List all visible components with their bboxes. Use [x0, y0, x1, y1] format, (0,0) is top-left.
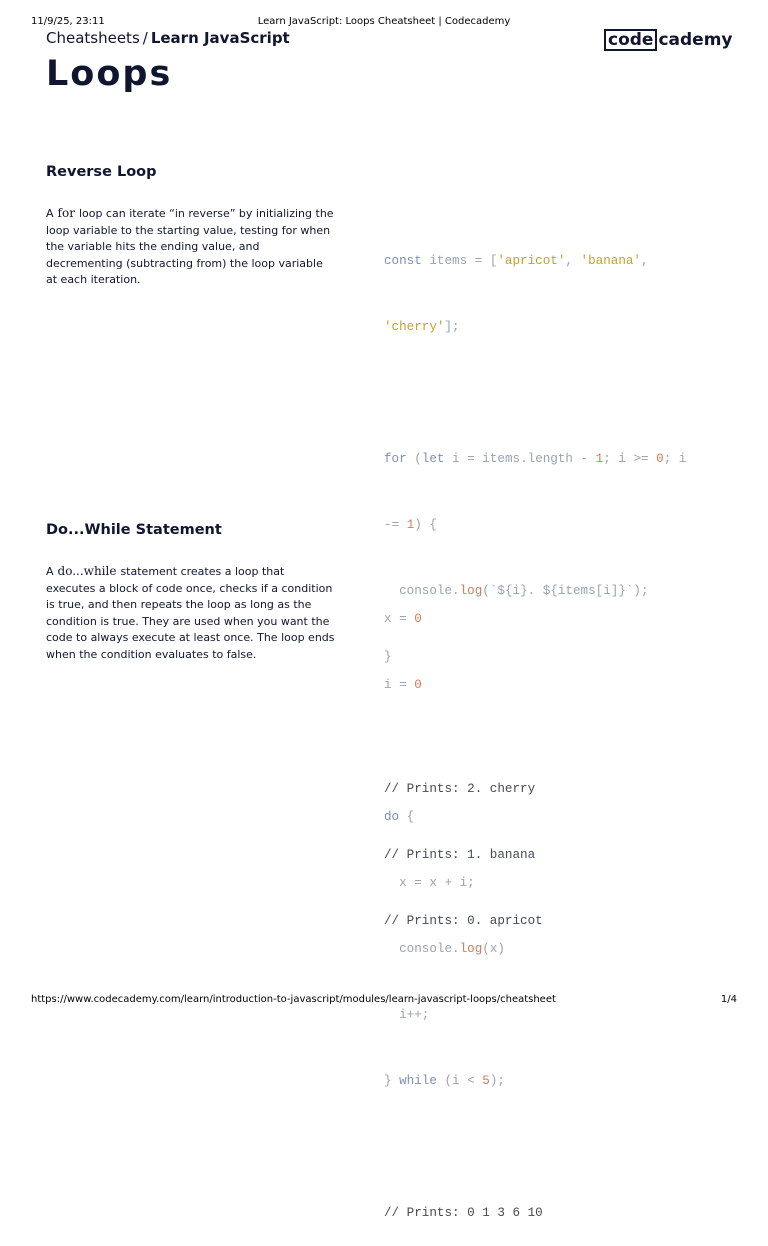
- code-line: -= 1) {: [384, 518, 437, 532]
- section-description-do-while: [46, 563, 336, 663]
- section-description-reverse-loop: [46, 205, 336, 289]
- desc-rest: statement creates a loop that executes a block of code once, checks if a condition is true, and then repeats the loop as long as the condition is true. They are used when you want the code to always execute at least once. The loop ends when the condition evaluates to false.: [46, 565, 335, 661]
- logo-box-text: code: [604, 29, 657, 51]
- code-block-do-while: [384, 564, 724, 1246]
- code-line: console.log(`${i}. ${items[i]}`);: [384, 584, 649, 598]
- code-comment: // Prints: 0. apricot: [384, 914, 543, 928]
- code-line: do {: [384, 810, 415, 824]
- breadcrumb-current-link[interactable]: Learn JavaScript: [150, 29, 290, 47]
- print-url: https://www.codecademy.com/learn/introduction-to-javascript/modules/learn-javascript-loops/cheatsheet: [31, 994, 556, 1005]
- desc-prefix: A: [46, 207, 54, 220]
- code-line: console.log(x): [384, 942, 505, 956]
- desc-keyword: for: [57, 206, 75, 220]
- print-title: Learn JavaScript: Loops Cheatsheet | Codecademy: [257, 16, 511, 27]
- breadcrumb-cheatsheets-link[interactable]: Cheatsheets: [46, 29, 140, 47]
- breadcrumb: [46, 29, 290, 47]
- desc-rest: loop can iterate “in reverse” by initializing the loop variable to the starting value, testing for when the variable hits the ending value, and decrementing (subtracting from) the loop variable at each iteration.: [46, 207, 334, 286]
- desc-prefix: A: [46, 565, 54, 578]
- code-line: for (let i = items.length - 1; i >= 0; i: [384, 452, 687, 466]
- code-line: i++;: [384, 1008, 430, 1022]
- print-page-number: 1/4: [720, 994, 737, 1005]
- section-title-do-while: Do...While Statement: [46, 522, 222, 538]
- code-comment: // Prints: 1. banana: [384, 848, 536, 862]
- desc-keyword: do...while: [57, 564, 117, 578]
- section-title-reverse-loop: Reverse Loop: [46, 164, 157, 180]
- code-line: const items = ['apricot', 'banana',: [384, 254, 649, 268]
- code-blank-line: [384, 382, 724, 404]
- breadcrumb-separator: /: [142, 29, 148, 47]
- code-line: x = x + i;: [384, 876, 475, 890]
- code-comment: // Prints: 0 1 3 6 10: [384, 1206, 543, 1220]
- code-line: } while (i < 5);: [384, 1074, 505, 1088]
- code-blank-line: [384, 740, 724, 762]
- code-line: x = 0: [384, 612, 422, 626]
- code-line: 'cherry'];: [384, 320, 460, 334]
- codecademy-logo[interactable]: [604, 29, 733, 51]
- code-comment: // Prints: 2. cherry: [384, 782, 536, 796]
- code-line: i = 0: [384, 678, 422, 692]
- code-blank-line: [384, 1136, 724, 1158]
- logo-rest-text: cademy: [658, 30, 733, 50]
- print-footer: [0, 994, 768, 1008]
- print-date: 11/9/25, 23:11: [31, 16, 105, 27]
- code-line: }: [384, 650, 392, 664]
- page-title: Loops: [46, 54, 173, 94]
